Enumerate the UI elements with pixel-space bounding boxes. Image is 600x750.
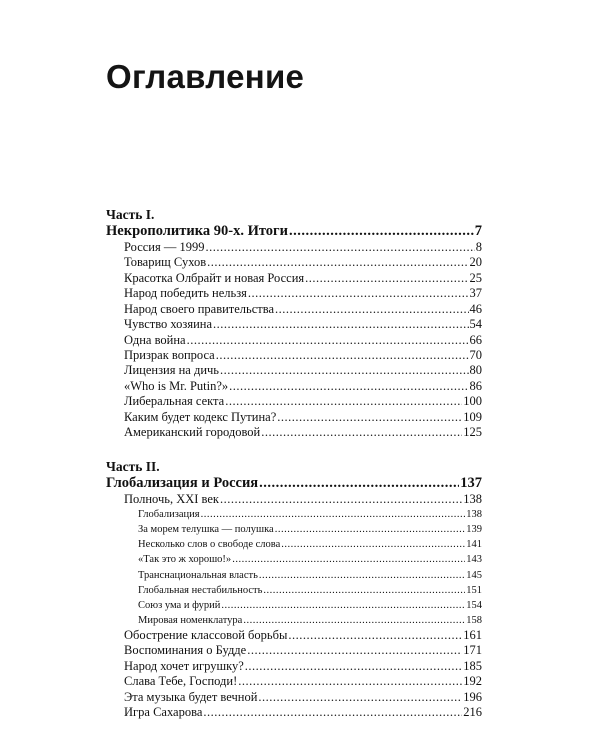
dot-leader bbox=[220, 363, 469, 378]
page-number: 154 bbox=[466, 599, 482, 611]
part-label: Часть I. bbox=[106, 207, 155, 222]
dot-leader bbox=[305, 271, 468, 286]
entry-title: Американский городовой bbox=[124, 425, 261, 440]
toc-entry[interactable] bbox=[106, 286, 482, 301]
entry-title: Глобальная нестабильность bbox=[138, 584, 263, 596]
toc-subentry[interactable] bbox=[106, 598, 482, 613]
toc-subentry[interactable] bbox=[106, 537, 482, 552]
toc-entry[interactable] bbox=[106, 628, 482, 643]
entry-title: Воспоминания о Будде bbox=[124, 643, 247, 658]
dot-leader bbox=[277, 410, 462, 425]
dot-leader bbox=[263, 583, 465, 598]
entry-title: Россия — 1999 bbox=[124, 239, 205, 254]
entry-title: «Так это ж хорошо!» bbox=[138, 554, 232, 566]
entry-title: Народ победить нельзя bbox=[124, 286, 247, 301]
entry-title: Товарищ Сухов bbox=[124, 255, 207, 270]
dot-leader bbox=[232, 552, 465, 567]
page-number: 137 bbox=[460, 474, 482, 491]
dot-leader bbox=[201, 507, 466, 522]
entry-title: Глобализация bbox=[138, 509, 200, 521]
toc-entry[interactable] bbox=[106, 394, 482, 409]
entry-title: Некрополитика 90-х. Итоги bbox=[106, 223, 289, 239]
page-number: 171 bbox=[463, 643, 482, 658]
entry-title: Транснациональная власть bbox=[138, 569, 258, 581]
toc-entry[interactable] bbox=[106, 425, 482, 440]
dot-leader bbox=[258, 690, 462, 705]
entry-title: За морем телушка — полушка bbox=[138, 524, 274, 536]
dot-leader bbox=[229, 379, 468, 394]
page-number: 143 bbox=[466, 554, 482, 566]
page-title: Оглавление bbox=[106, 58, 305, 95]
page-number: 192 bbox=[463, 674, 482, 689]
entry-title: Лицензия на дичь bbox=[124, 363, 219, 378]
entry-title: Народ своего правительства bbox=[124, 301, 275, 316]
page-number: 100 bbox=[463, 394, 482, 409]
toc-entry[interactable] bbox=[106, 317, 482, 332]
dot-leader bbox=[261, 425, 462, 440]
dot-leader bbox=[259, 568, 465, 583]
toc-entry[interactable] bbox=[106, 271, 482, 286]
dot-leader bbox=[207, 255, 468, 270]
dot-leader bbox=[187, 333, 469, 348]
page-number: 66 bbox=[469, 332, 482, 347]
dot-leader bbox=[216, 348, 469, 363]
dot-leader bbox=[281, 537, 465, 552]
entry-title: Чувство хозяина bbox=[124, 317, 213, 332]
page-number: 138 bbox=[466, 509, 482, 521]
dot-leader bbox=[247, 643, 462, 658]
entry-title: Полночь, XXI век bbox=[124, 491, 219, 506]
toc-subentry[interactable] bbox=[106, 583, 482, 598]
entry-title: Несколько слов о свободе слова bbox=[138, 539, 281, 551]
dot-leader bbox=[243, 613, 465, 628]
part-heading[interactable] bbox=[106, 475, 482, 492]
toc-subentry[interactable] bbox=[106, 613, 482, 628]
entry-title: Слава Тебе, Господи! bbox=[124, 674, 238, 689]
entry-title: Обострение классовой борьбы bbox=[124, 627, 288, 642]
page-number: 8 bbox=[475, 239, 482, 254]
toc-entry[interactable] bbox=[106, 705, 482, 720]
entry-title: Мировая номенклатура bbox=[138, 614, 243, 626]
table-of-contents bbox=[106, 207, 482, 721]
toc-subentry[interactable] bbox=[106, 552, 482, 567]
toc-entry[interactable] bbox=[106, 690, 482, 705]
dot-leader bbox=[213, 317, 468, 332]
toc-entry[interactable] bbox=[106, 302, 482, 317]
page-number: 158 bbox=[466, 614, 482, 626]
page-number: 125 bbox=[463, 425, 482, 440]
page-number: 139 bbox=[466, 524, 482, 536]
toc-entry[interactable] bbox=[106, 659, 482, 674]
page-number: 151 bbox=[466, 584, 482, 596]
page-number: 70 bbox=[469, 348, 482, 363]
entry-title: «Who is Mr. Putin?» bbox=[124, 378, 229, 393]
toc-entry[interactable] bbox=[106, 410, 482, 425]
toc-subentry[interactable] bbox=[106, 522, 482, 537]
entry-title: Каким будет кодекс Путина? bbox=[124, 409, 277, 424]
toc-entry[interactable] bbox=[106, 240, 482, 255]
toc-entry[interactable] bbox=[106, 379, 482, 394]
toc-subentry[interactable] bbox=[106, 568, 482, 583]
entry-title: Союз ума и фурий bbox=[138, 599, 221, 611]
entry-title: Народ хочет игрушку? bbox=[124, 658, 244, 673]
part-label: Часть II. bbox=[106, 458, 160, 474]
toc-entry[interactable] bbox=[106, 492, 482, 507]
page-number: 109 bbox=[463, 409, 482, 424]
dot-leader bbox=[275, 302, 468, 317]
dot-leader bbox=[275, 522, 466, 537]
page-number: 161 bbox=[463, 627, 482, 642]
entry-title: Либеральная секта bbox=[124, 394, 225, 409]
toc-entry[interactable] bbox=[106, 364, 482, 379]
dot-leader bbox=[225, 394, 462, 409]
dot-leader bbox=[259, 475, 459, 492]
part-heading[interactable] bbox=[106, 223, 482, 240]
entry-title: Призрак вопроса bbox=[124, 348, 215, 363]
page-number: 216 bbox=[463, 705, 482, 720]
page-number: 7 bbox=[474, 223, 482, 239]
toc-entry[interactable] bbox=[106, 333, 482, 348]
dot-leader bbox=[206, 240, 475, 255]
dot-leader bbox=[220, 492, 462, 507]
page-number: 145 bbox=[466, 569, 482, 581]
entry-title: Игра Сахарова bbox=[124, 705, 203, 720]
page-number: 185 bbox=[463, 658, 482, 673]
entry-title: Глобализация и Россия bbox=[106, 474, 259, 491]
toc-entry[interactable] bbox=[106, 255, 482, 270]
dot-leader bbox=[248, 286, 469, 301]
page-number: 196 bbox=[463, 689, 482, 704]
entry-title: Красотка Олбрайт и новая Россия bbox=[124, 270, 305, 285]
toc-entry[interactable] bbox=[106, 674, 482, 689]
page-number: 20 bbox=[469, 255, 482, 270]
page-number: 25 bbox=[469, 270, 482, 285]
dot-leader bbox=[288, 628, 462, 643]
page-number: 86 bbox=[469, 378, 482, 393]
dot-leader bbox=[289, 223, 474, 240]
page-number: 138 bbox=[463, 491, 482, 506]
entry-title: Эта музыка будет вечной bbox=[124, 689, 258, 704]
dot-leader bbox=[221, 598, 465, 613]
dot-leader bbox=[245, 659, 462, 674]
page-number: 46 bbox=[469, 301, 482, 316]
page-number: 141 bbox=[466, 539, 482, 551]
toc-entry[interactable] bbox=[106, 643, 482, 658]
toc-entry[interactable] bbox=[106, 348, 482, 363]
toc-subentry[interactable] bbox=[106, 507, 482, 522]
dot-leader bbox=[203, 705, 462, 720]
page-number: 54 bbox=[469, 317, 482, 332]
entry-title: Одна война bbox=[124, 332, 186, 347]
dot-leader bbox=[238, 674, 462, 689]
page-number: 80 bbox=[469, 363, 482, 378]
part-spacer bbox=[106, 441, 482, 459]
page-number: 37 bbox=[469, 286, 482, 301]
